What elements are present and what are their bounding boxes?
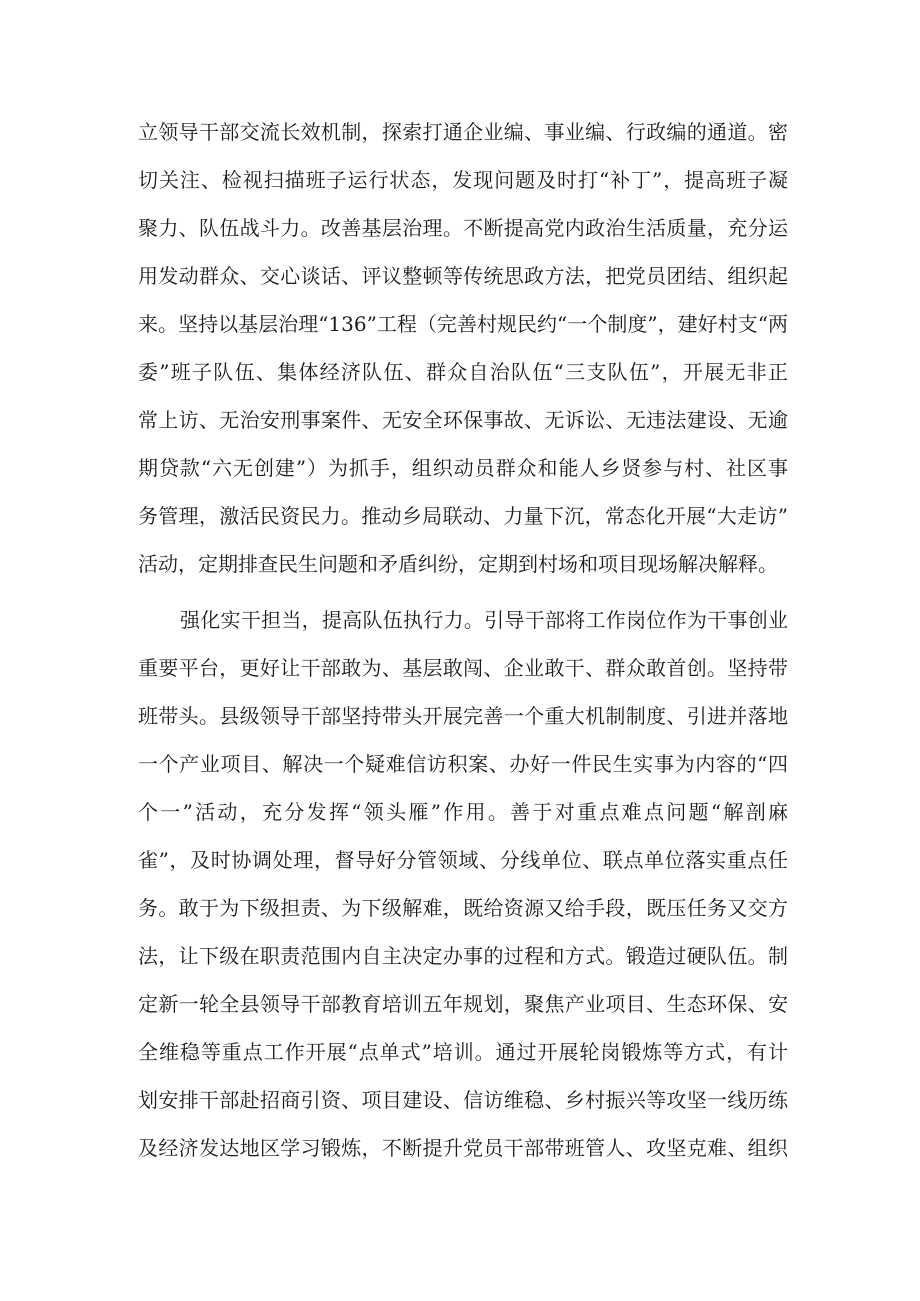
text-line: 法，让下级在职责范围内自主决定办事的过程和方式。锻造过硬队伍。制 [138, 944, 788, 968]
text-line: 班带头。县级领导干部坚持带头开展完善一个重大机制制度、引进并落地 [138, 704, 788, 728]
text-line: 重要平台，更好让干部敢为、基层敢闯、企业敢干、群众敢首创。坚持带 [138, 656, 788, 680]
text-line: 划安排干部赴招商引资、项目建设、信访维稳、乡村振兴等攻坚一线历练 [138, 1088, 788, 1112]
text-line: 雀”，及时协调处理，督导好分管领域、分线单位、联点单位落实重点任 [138, 848, 788, 872]
text-line: 常上访、无治安刑事案件、无安全环保事故、无诉讼、无违法建设、无逾 [138, 408, 788, 432]
text-line: 委”班子队伍、集体经济队伍、群众自治队伍“三支队伍”，开展无非正 [138, 360, 788, 384]
text-line: 全维稳等重点工作开展“点单式”培训。通过开展轮岗锻炼等方式，有计 [138, 1040, 788, 1064]
text-line: 强化实干担当，提高队伍执行力。引导干部将工作岗位作为干事创业 [180, 608, 788, 632]
text-line: 期贷款“六无创建”）为抓手，组织动员群众和能人乡贤参与村、社区事 [138, 456, 788, 480]
text-line: 个一”活动，充分发挥“领头雁”作用。善于对重点难点问题“解剖麻 [138, 800, 788, 824]
text-line: 务。敢于为下级担责、为下级解难，既给资源又给手段，既压任务又交方 [138, 896, 788, 920]
text-line: 来。坚持以基层治理“136”工程（完善村规民约“一个制度”，建好村支“两 [138, 312, 788, 336]
text-line: 立领导干部交流长效机制，探索打通企业编、事业编、行政编的通道。密 [138, 120, 788, 144]
text-line: 定新一轮全县领导干部教育培训五年规划，聚焦产业项目、生态环保、安 [138, 992, 788, 1016]
text-line: 务管理，激活民资民力。推动乡局联动、力量下沉，常态化开展“大走访” [138, 504, 788, 528]
text-line: 用发动群众、交心谈话、评议整顿等传统思政方法，把党员团结、组织起 [138, 264, 788, 288]
text-line: 及经济发达地区学习锻炼，不断提升党员干部带班管人、攻坚克难、组织 [138, 1136, 788, 1160]
text-line: 一个产业项目、解决一个疑难信访积案、办好一件民生实事为内容的“四 [138, 752, 788, 776]
text-line: 聚力、队伍战斗力。改善基层治理。不断提高党内政治生活质量，充分运 [138, 216, 788, 240]
text-line: 切关注、检视扫描班子运行状态，发现问题及时打“补丁”，提高班子凝 [138, 168, 788, 192]
text-line: 活动，定期排查民生问题和矛盾纠纷，定期到村场和项目现场解决解释。 [138, 552, 778, 576]
